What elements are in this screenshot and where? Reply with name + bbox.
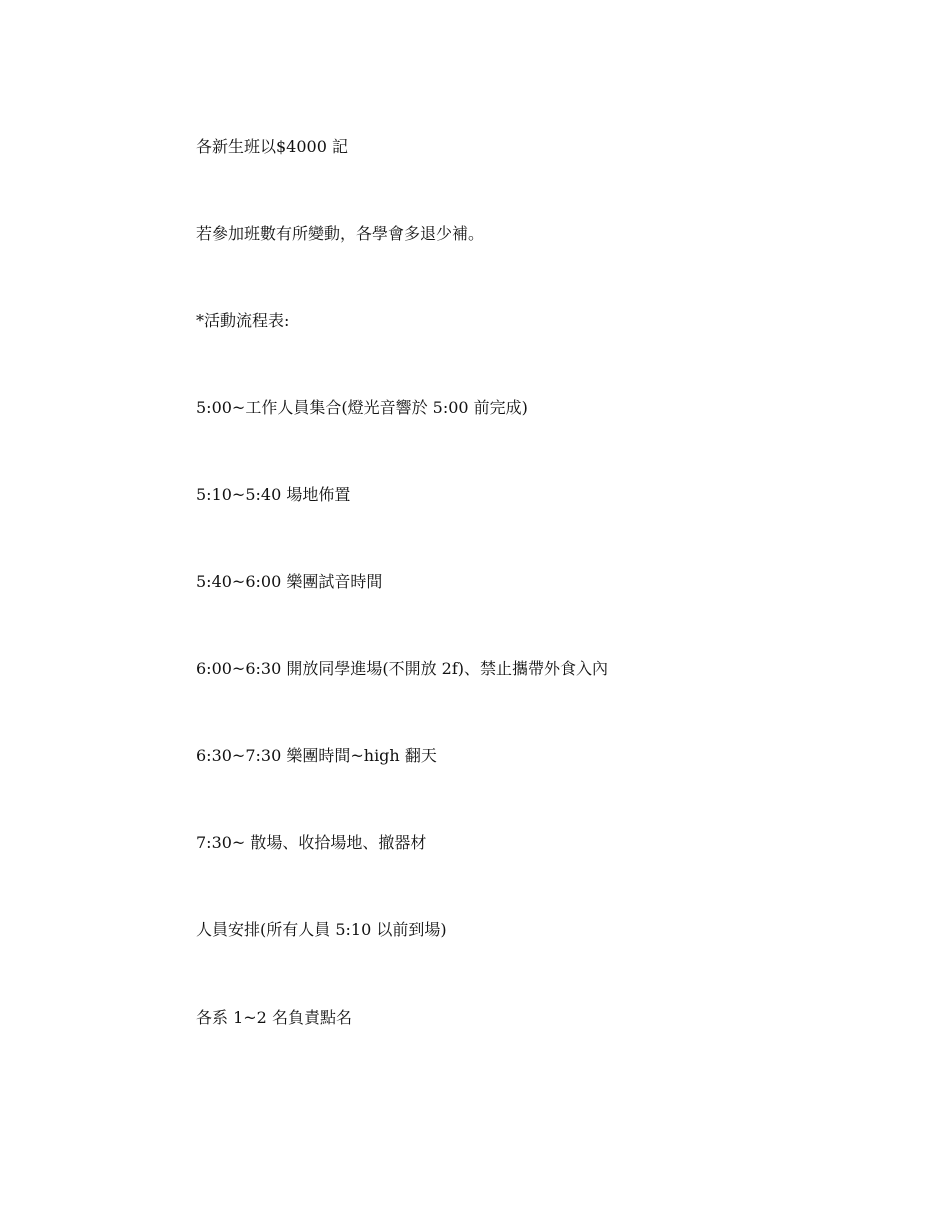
schedule-item-venue-setup: 5:10~5:40 場地佈置 [196,485,351,504]
schedule-item-band-time: 6:30~7:30 樂團時間~high 翻天 [196,746,437,765]
adjustment-note-line: 若參加班數有所變動，各學會多退少補。 [196,224,485,243]
schedule-item-admission: 6:00~6:30 開放同學進場(不開放 2f)、禁止攜帶外食入內 [196,659,609,678]
roll-call-note-line: 各系 1~2 名負責點名 [196,1008,352,1027]
schedule-item-staff-gather: 5:00~工作人員集合(燈光音響於 5:00 前完成) [196,398,528,417]
schedule-item-dismissal: 7:30~ 散場、收拾場地、撤器材 [196,833,427,852]
fee-note-line: 各新生班以$4000 記 [196,137,348,156]
schedule-item-sound-check: 5:40~6:00 樂團試音時間 [196,572,383,591]
staff-arrangement-heading: 人員安排(所有人員 5:10 以前到場) [196,920,447,939]
schedule-heading: *活動流程表: [196,311,290,330]
